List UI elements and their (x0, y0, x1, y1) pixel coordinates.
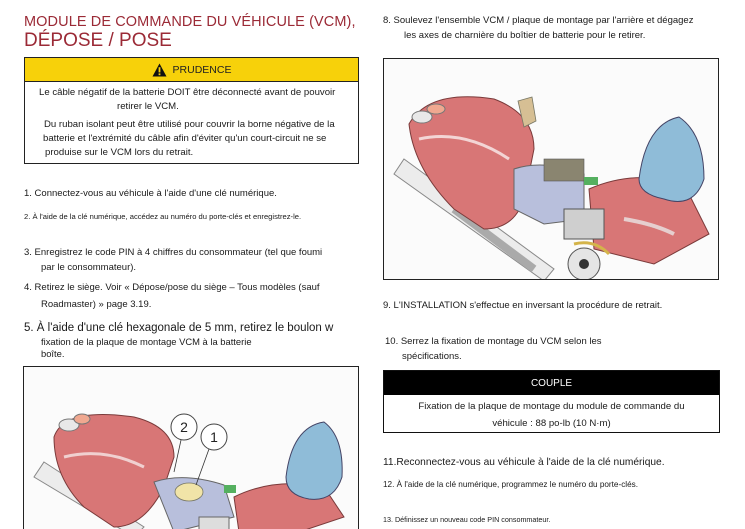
step-4-line: 4. Retirez le siège. Voir « Dépose/pose du siège – Tous modèles (sauf (24, 282, 320, 293)
figure-vcm-bolt (23, 366, 359, 529)
right-column (372, 0, 745, 529)
callout-1: 1 (210, 429, 218, 445)
step-10-line: 10. Serrez la fixation de montage du VCM selon les (385, 336, 602, 347)
caution-header (25, 58, 358, 82)
step-10 (385, 334, 602, 364)
step-8-line: les axes de charnière du boîtier de batterie pour le retirer. (404, 30, 646, 41)
step-3 (24, 245, 322, 275)
step-8-line: 8. Soulevez l'ensemble VCM / plaque de montage par l'arrière et dégagez (383, 15, 694, 26)
caution-text: batterie et l'extrémité du câble afin d'éviter qu'un court-circuit ne se (43, 133, 327, 144)
step-2: 2. À l'aide de la clé numérique, accédez au numéro du porte-clés et enregistrez-le. (24, 212, 302, 221)
warning-triangle-icon (152, 63, 167, 77)
step-5-line: 5. À l'aide d'une clé hexagonale de 5 mm, retirez le boulon w (24, 322, 334, 334)
caution-box (24, 57, 359, 164)
step-4-line: Roadmaster) » page 3.19. (41, 299, 152, 310)
callout-2: 2 (180, 419, 188, 435)
section-title: MODULE DE COMMANDE DU VÉHICULE (VCM), (24, 14, 356, 30)
step-3-line: 3. Enregistrez le code PIN à 4 chiffres du consommateur (tel que foumi (24, 247, 323, 258)
torque-line: Fixation de la plaque de montage du module de commande du (418, 401, 685, 412)
step-5-line: fixation de la plaque de montage VCM à la batterie (41, 336, 252, 347)
torque-line: véhicule : 88 po-lb (10 N·m) (492, 418, 611, 429)
caution-label: PRUDENCE (172, 63, 232, 76)
step-11: 11.Reconnectez-vous au véhicule à l'aide de la clé numérique. (383, 457, 665, 468)
caution-text: produise sur le VCM lors du retrait. (45, 147, 194, 158)
torque-body (384, 395, 719, 432)
left-column (0, 0, 372, 529)
step-10-line: spécifications. (402, 351, 462, 362)
caution-text: Du ruban isolant peut être utilisé pour couvrir la borne négative de la (44, 119, 335, 130)
step-1: 1. Connectez-vous au véhicule à l'aide d'une clé numérique. (24, 188, 277, 199)
caution-paragraph-1 (35, 86, 348, 114)
step-5 (24, 321, 333, 360)
step-12: 12. À l'aide de la clé numérique, programmez le numéro du porte-clés. (383, 480, 639, 489)
step-13: 13. Définissez un nouveau code PIN consommateur. (383, 515, 551, 524)
step-4 (24, 280, 320, 312)
torque-box (383, 370, 720, 433)
motorcycle-illustration (384, 59, 719, 280)
caution-paragraph-2 (35, 118, 348, 160)
step-9: 9. L'INSTALLATION s'effectue en inversant la procédure de retrait. (383, 300, 663, 311)
motorcycle-illustration (24, 367, 359, 529)
step-3-line: par le consommateur). (41, 262, 137, 273)
caution-body (25, 82, 358, 160)
step-5-line: boîte. (41, 348, 65, 359)
caution-text: retirer le VCM. (117, 101, 179, 112)
step-8 (383, 13, 693, 43)
section-subtitle: DÉPOSE / POSE (24, 30, 172, 51)
torque-header: COUPLE (384, 371, 719, 395)
figure-vcm-lift (383, 58, 719, 280)
caution-text: Le câble négatif de la batterie DOIT être déconnecté avant de pouvoir (39, 87, 336, 98)
